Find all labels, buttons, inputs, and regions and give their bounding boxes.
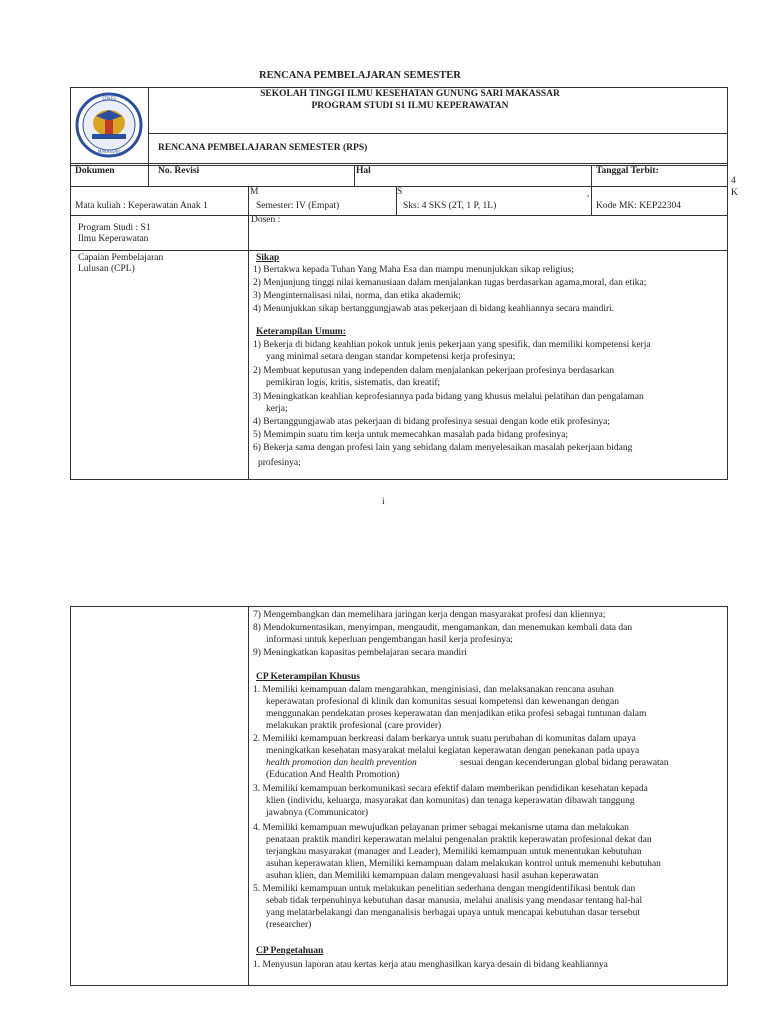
cp-keterampilan-khusus-heading: CP Keterampilan Khusus — [256, 672, 360, 682]
pengetahuan-item: 1. Menyusun laporan atau kertas kerja atau menghasilkan karya desain di bidang keahliannya — [253, 960, 608, 970]
sikap-item: 3) Menginternalisasi nilai, norma, dan etika akademik; — [253, 291, 461, 301]
ku-item-cont: informasi untuk keperluan pengembangan hasil kerja profesinya; — [266, 635, 513, 645]
khusus-item-cont: (researcher) — [266, 920, 312, 930]
ku-item-cont: kerja; — [266, 404, 288, 414]
overflow-4: 4 — [731, 176, 736, 186]
khusus-item-cont: menggunakan pendekatan proses keperawatan dan menjadikan etika profesi sebagai tuntunan dalam — [266, 709, 647, 719]
table-bottom-border — [70, 479, 728, 480]
label-no-revisi: No. Revisi — [158, 166, 200, 176]
khusus-italic-phrase: health promotion dan health prevention — [266, 758, 417, 768]
sks: Sks: 4 SKS (2T, 1 P, 1L) — [403, 201, 497, 211]
ku-item: 5) Memimpin suatu tim kerja untuk memecahkan masalah pada bidang profesinya; — [253, 430, 568, 440]
ku-item-cont: profesinya; — [258, 458, 301, 468]
table-top-border — [70, 87, 728, 88]
ku-item: 2) Membuat keputusan yang independen dalam menjalankan pekerjaan profesinya berdasarkan — [253, 366, 615, 376]
ku-item: 3) Meningkatkan keahlian keprofesiannya pada bidang yang khusus melalui pelatihan dan pengalaman — [253, 392, 644, 402]
page2-col-content — [248, 606, 249, 986]
table-line-header-bottom — [70, 163, 728, 164]
label-tanggal-terbit: Tanggal Terbit: — [596, 166, 659, 176]
khusus-item: 2. Memiliki kemampuan berkreasi dalam berkarya untuk suatu perubahan di komunitas dalam upaya — [253, 734, 636, 744]
ku-item: 8) Mendokumentasikan, menyimpan, mengaudit, mengamankan, dan menemukan kembali data dan — [253, 623, 633, 633]
table-col-tanggal — [591, 165, 592, 215]
khusus-item-cont: sebab tidak terpenuhinya kebutuhan dasar manusia, melalui analisis yang mendasar tentang hal-hal — [266, 896, 643, 906]
keterampilan-umum-heading: Keterampilan Umum: — [256, 327, 346, 337]
khusus-item-cont: yang melatarbelakangi dan menganalisis berbagai upaya untuk mencapai kebutuhan dasar tersebut — [266, 908, 641, 918]
table-col-content — [248, 187, 249, 480]
table-left-border — [70, 87, 71, 480]
table-col-logo — [148, 87, 149, 187]
ku-item-cont: pemikiran logis, kritis, sistematis, dan kreatif; — [266, 378, 441, 388]
ku-item: 4) Bertanggungjawab atas pekerjaan di bidang profesinya sesuai dengan kode etik profesinya; — [253, 417, 610, 427]
ku-item: 6) Bekerja sama dengan profesi lain yang sebidang dalam menyelesaikan masalah pekerjaan bidang — [253, 443, 633, 453]
label-dokumen: Dokumen — [75, 166, 115, 176]
svg-text:MAKASSAR: MAKASSAR — [97, 149, 121, 154]
table-right-border — [727, 87, 728, 480]
sikap-item: 2) Menjunjung tinggi nilai kemanusiaan dalam menjalankan tugas berdasarkan agama,moral, dan etika; — [253, 278, 647, 288]
s-mark: S — [397, 187, 403, 197]
document-title: RENCANA PEMBELAJARAN SEMESTER — [259, 70, 461, 81]
sikap-heading: Sikap — [256, 253, 280, 263]
comma-mark: , — [587, 189, 590, 199]
sikap-item: 1) Bertakwa kepada Tuhan Yang Maha Esa dan mampu menunjukkan sikap religius; — [253, 265, 574, 275]
dosen: Dosen : — [251, 215, 281, 225]
table-line-course-bottom — [70, 215, 728, 216]
ku-item: 9) Meningkatkan kapasitas pembelajaran secara mandiri — [253, 648, 467, 658]
khusus-item: 5. Memiliki kemampuan untuk melakukan penelitian sederhana dengan mengidentifikasi bentuk dan — [253, 884, 636, 894]
khusus-item-cont: asuhan klien, dan Memiliki kemampuan dalam mengevaluasi hasil asuhan keperawatan — [266, 871, 599, 881]
program-studi-name: Ilmu Keperawatan — [78, 234, 149, 244]
program-studi: Program Studi : S1 — [78, 223, 151, 233]
mata-kuliah: Mata kuliah : Keperawatan Anak 1 — [75, 201, 208, 211]
table-col-hal — [354, 165, 355, 187]
overflow-k: K — [731, 188, 738, 198]
khusus-item-cont: klien (individu, keluarga, masyarakat dan komunitas) dan tenaga keperawatan dibawah tanggung — [266, 796, 635, 806]
kode-mk: Kode MK: KEP22304 — [596, 201, 681, 211]
page2-left-border — [70, 606, 71, 986]
page2-table-top — [70, 606, 728, 607]
cpl-label: Capaian Pembelajaran — [78, 253, 164, 263]
khusus-item-cont: (Education And Health Promotion) — [266, 770, 400, 780]
ku-item: 7) Mengembangkan dan memelihara jaringan kerja dengan masyarakat profesi dan kliennya; — [253, 610, 606, 620]
institution-name: SEKOLAH TINGGI ILMU KESEHATAN GUNUNG SARI MAKASSAR — [260, 89, 560, 99]
khusus-item-cont: sesuai dengan kecenderungan global bidang perawatan — [460, 758, 669, 768]
semester: Semester: IV (Empat) — [256, 201, 340, 211]
cp-pengetahuan-heading: CP Pengetahuan — [256, 946, 324, 956]
page-number: i — [382, 497, 385, 507]
page2-right-border — [727, 606, 728, 986]
cpl-label-2: Lulusan (CPL) — [78, 264, 135, 274]
khusus-item-cont: jawabnya (Communicator) — [266, 808, 369, 818]
ku-item-cont: yang minimal setara dengan standar kompetensi kerja profesinya; — [266, 352, 516, 362]
khusus-item-cont: meningkatkan kesehatan masyarakat melalui kegiatan keperawatan dengan penekanan pada upaya — [266, 746, 640, 756]
khusus-item-cont: keperawatan profesional di klinik dan komunitas sesuai kompetensi dan kewenangan dengan — [266, 697, 619, 707]
svg-text:STIKES: STIKES — [102, 96, 116, 101]
program-name: PROGRAM STUDI S1 ILMU KEPERAWATAN — [311, 101, 509, 111]
label-hal: Hal — [356, 166, 371, 176]
institution-logo — [74, 90, 144, 160]
table-line-inst-bottom — [148, 133, 728, 134]
sikap-item: 4) Menunjukkan sikap bertanggungjawab atas pekerjaan di bidang keahliannya secara mandiri. — [253, 304, 615, 314]
khusus-item: 1. Memiliki kemampuan dalam mengarahkan, menginisiasi, dan melaksanakan rencana asuhan — [253, 685, 614, 695]
khusus-item-cont: melakukan praktik profesional (care provider) — [266, 721, 442, 731]
ku-item: 1) Bekerja di bidang keahlian pokok untuk jenis pekerjaan yang spesifik, dan memiliki kompetensi kerja — [253, 340, 651, 350]
khusus-item-cont: penataan praktik mandiri keperawatan melalui pengenalan praktik keperawatan profesional dekat dan — [266, 835, 652, 845]
khusus-item: 3. Memiliki kemampuan berkomunikasi secara efektif dalam memberikan pendidikan kesehatan kepada — [253, 784, 648, 794]
khusus-item-cont: asuhan keperawatan klien, Memiliki kemampuan dalam melakukan kontrol untuk memenuhi kebutuhan — [266, 859, 661, 869]
khusus-item-cont: terjangkau masyarakat (manager and Leader), Memiliki kemampuan untuk menentukan kebutuhan — [266, 847, 642, 857]
table-line-program-bottom — [70, 250, 728, 251]
m-mark: M — [250, 187, 259, 197]
page2-table-bottom — [70, 985, 728, 986]
rps-title: RENCANA PEMBELAJARAN SEMESTER (RPS) — [158, 143, 368, 153]
khusus-item: 4. Memiliki kemampuan mewujudkan pelayanan primer sebagai mekanisme utama dan melakukan — [253, 823, 629, 833]
